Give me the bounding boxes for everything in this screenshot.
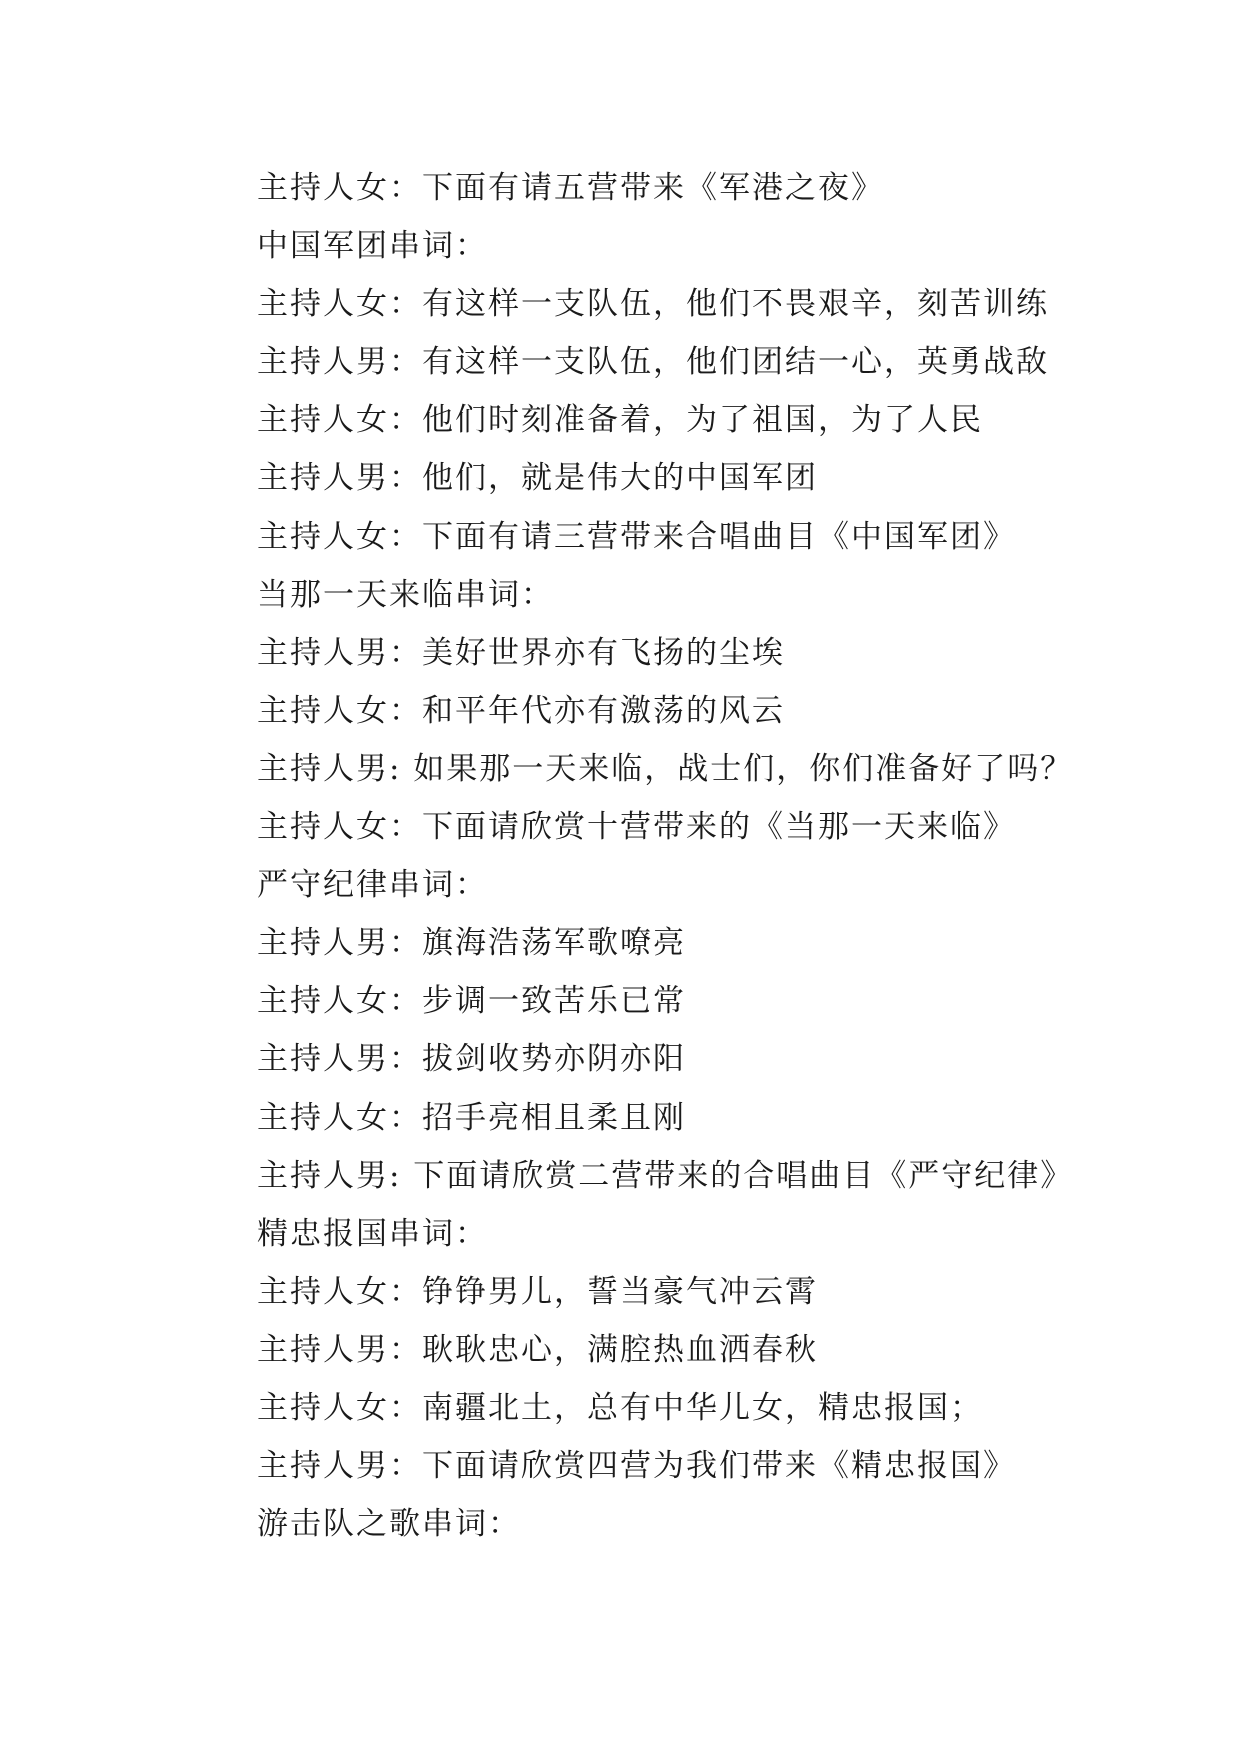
text-line: 主持人男：他们，就是伟大的中国军团: [257, 460, 818, 497]
text-line: 主持人女：下面有请三营带来合唱曲目《中国军团》: [257, 518, 1016, 555]
section-heading: 精忠报国串词：: [257, 1215, 488, 1252]
text-line: 主持人男：旗海浩荡军歌嘹亮: [257, 925, 686, 962]
section-heading: 游击队之歌串词：: [257, 1506, 521, 1543]
text-line: 主持人女：他们时刻准备着，为了祖国，为了人民: [257, 402, 983, 439]
section-heading: 中国军团串词：: [257, 228, 488, 265]
document-body: [257, 159, 1157, 1553]
text-line: 主持人男：下面请欣赏四营为我们带来《精忠报国》: [257, 1448, 1016, 1485]
text-line: 主持人男: 下面请欣赏二营带来的合唱曲目《严守纪律》: [257, 1157, 1074, 1194]
text-line: 主持人男：美好世界亦有飞扬的尘埃: [257, 634, 785, 671]
text-line: 主持人男：耿耿忠心，满腔热血洒春秋: [257, 1331, 818, 1368]
text-line: 主持人女：南疆北土，总有中华儿女，精忠报国；: [257, 1389, 983, 1426]
text-line: 主持人女：铮铮男儿，誓当豪气冲云霄: [257, 1273, 818, 1310]
text-line: 主持人女：下面有请五营带来《军港之夜》: [257, 170, 884, 206]
text-line: 主持人男：有这样一支队伍，他们团结一心，英勇战敌: [257, 344, 1049, 381]
text-line: 主持人女：步调一致苦乐已常: [257, 983, 686, 1020]
text-line: 主持人男：拔剑收势亦阴亦阳: [257, 1041, 686, 1078]
text-line: 主持人女：有这样一支队伍，他们不畏艰辛，刻苦训练: [257, 286, 1049, 323]
text-line: 主持人女：和平年代亦有激荡的风云: [257, 692, 785, 729]
text-line: 主持人男: 如果那一天来临，战士们，你们准备好了吗？: [257, 750, 1074, 787]
text-line: 主持人女：招手亮相且柔且刚: [257, 1099, 686, 1136]
text-line: 主持人女：下面请欣赏十营带来的《当那一天来临》: [257, 809, 1016, 846]
section-heading: 严守纪律串词：: [257, 867, 488, 904]
section-heading: 当那一天来临串词：: [257, 576, 554, 613]
